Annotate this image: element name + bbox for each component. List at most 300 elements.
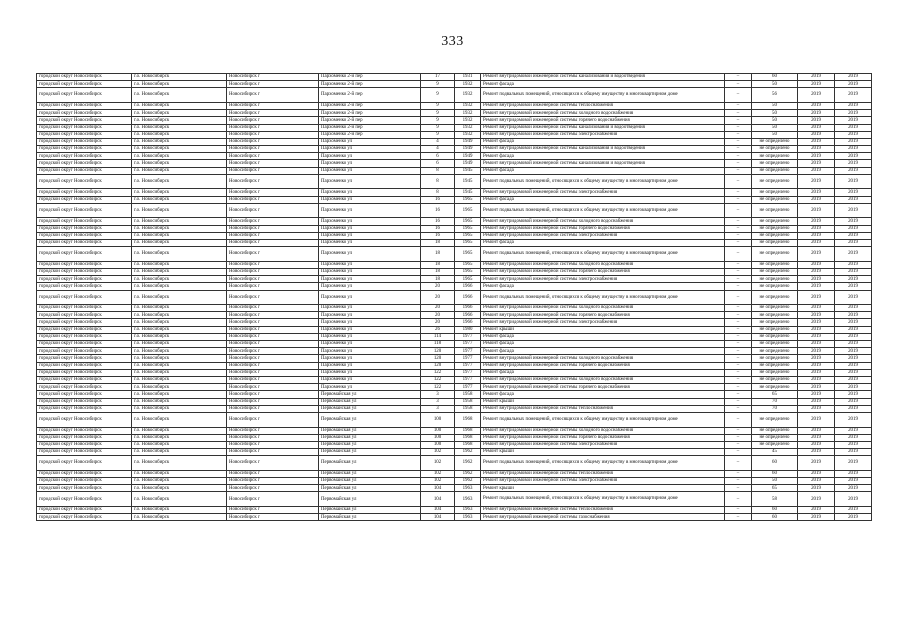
urban-district-cell: г.о. Новосибирск xyxy=(132,268,227,275)
value-cell: не определено xyxy=(752,326,798,333)
street-cell: Пархоменко ул xyxy=(319,384,421,391)
build-year-cell: 1932 xyxy=(455,117,481,124)
work-type-cell: Ремонт подвальных помещений, относящихся к общему имуществу в многоквартирном доме xyxy=(481,290,725,305)
settlement-cell: Новосибирск г xyxy=(227,384,319,391)
urban-district-cell: г.о. Новосибирск xyxy=(132,456,227,471)
build-year-cell: 1963 xyxy=(455,485,481,492)
settlement-cell: Новосибирск г xyxy=(227,239,319,246)
settlement-cell: Новосибирск г xyxy=(227,348,319,355)
work-type-cell: Ремонт внутридомовой инженерной системы горячего водоснабжения xyxy=(481,225,725,232)
table-row xyxy=(37,283,872,290)
value-cell: не определено xyxy=(752,167,798,174)
build-year-cell: 1932 xyxy=(455,110,481,117)
urban-district-cell: г.о. Новосибирск xyxy=(132,138,227,145)
work-type-cell: Ремонт внутридомовой инженерной системы электроснабжения xyxy=(481,131,725,138)
street-cell: Пархоменко ул xyxy=(319,268,421,275)
end-year-cell: 2019 xyxy=(835,283,872,290)
end-year-cell: 2019 xyxy=(835,160,872,167)
municipality-cell: городской округ Новосибирск xyxy=(37,319,132,326)
value-cell: не определено xyxy=(752,412,798,427)
house-number-cell: 102 xyxy=(421,449,455,456)
table-row xyxy=(37,88,872,103)
work-type-cell: Ремонт фасада xyxy=(481,369,725,376)
urban-district-cell: г.о. Новосибирск xyxy=(132,232,227,239)
settlement-cell: Новосибирск г xyxy=(227,514,319,521)
start-year-cell: 2019 xyxy=(798,427,835,434)
table-row xyxy=(37,138,872,145)
municipality-cell: городской округ Новосибирск xyxy=(37,131,132,138)
end-year-cell: 2019 xyxy=(835,507,872,514)
end-year-cell: 2019 xyxy=(835,492,872,507)
municipality-cell: городской округ Новосибирск xyxy=(37,203,132,218)
house-number-cell: 8 xyxy=(421,174,455,189)
work-type-cell: Ремонт подвальных помещений, относящихся к общему имуществу в многоквартирном доме xyxy=(481,492,725,507)
table-row xyxy=(37,405,872,412)
start-year-cell: 2019 xyxy=(798,391,835,398)
build-year-cell: 1932 xyxy=(455,88,481,103)
urban-district-cell: г.о. Новосибирск xyxy=(132,478,227,485)
work-type-cell: Ремонт фасада xyxy=(481,348,725,355)
settlement-cell: Новосибирск г xyxy=(227,196,319,203)
settlement-cell: Новосибирск г xyxy=(227,398,319,405)
municipality-cell: городской округ Новосибирск xyxy=(37,174,132,189)
municipality-cell: городской округ Новосибирск xyxy=(37,110,132,117)
dash-cell: – xyxy=(725,362,752,369)
end-year-cell: 2019 xyxy=(835,391,872,398)
work-type-cell: Ремонт внутридомовой инженерной системы горячего водоснабжения xyxy=(481,268,725,275)
municipality-cell: городской округ Новосибирск xyxy=(37,276,132,283)
dash-cell: – xyxy=(725,131,752,138)
end-year-cell: 2019 xyxy=(835,232,872,239)
municipality-cell: городской округ Новосибирск xyxy=(37,427,132,434)
urban-district-cell: г.о. Новосибирск xyxy=(132,341,227,348)
settlement-cell: Новосибирск г xyxy=(227,355,319,362)
build-year-cell: 1965 xyxy=(455,196,481,203)
urban-district-cell: г.о. Новосибирск xyxy=(132,146,227,153)
urban-district-cell: г.о. Новосибирск xyxy=(132,74,227,81)
dash-cell: – xyxy=(725,81,752,88)
value-cell: не определено xyxy=(752,333,798,340)
municipality-cell: городской округ Новосибирск xyxy=(37,514,132,521)
start-year-cell: 2019 xyxy=(798,478,835,485)
urban-district-cell: г.о. Новосибирск xyxy=(132,124,227,131)
municipality-cell: городской округ Новосибирск xyxy=(37,449,132,456)
municipality-cell: городской округ Новосибирск xyxy=(37,326,132,333)
house-number-cell: 3 xyxy=(421,391,455,398)
house-number-cell: 118 xyxy=(421,341,455,348)
municipality-cell: городской округ Новосибирск xyxy=(37,355,132,362)
work-type-cell: Ремонт внутридомовой инженерной системы теплоснабжения xyxy=(481,102,725,109)
house-number-cell: 18 xyxy=(421,261,455,268)
urban-district-cell: г.о. Новосибирск xyxy=(132,283,227,290)
value-cell: не определено xyxy=(752,305,798,312)
repair-schedule-table xyxy=(36,73,872,521)
start-year-cell: 2019 xyxy=(798,276,835,283)
end-year-cell: 2019 xyxy=(835,405,872,412)
work-type-cell: Ремонт внутридомовой инженерной системы теплоснабжения xyxy=(481,470,725,477)
table-row xyxy=(37,478,872,485)
settlement-cell: Новосибирск г xyxy=(227,218,319,225)
value-cell: не определено xyxy=(752,441,798,448)
table-row xyxy=(37,203,872,218)
end-year-cell: 2019 xyxy=(835,290,872,305)
build-year-cell: 1945 xyxy=(455,174,481,189)
house-number-cell: 16 xyxy=(421,225,455,232)
work-type-cell: Ремонт внутридомовой инженерной системы холодного водоснабжения xyxy=(481,355,725,362)
start-year-cell: 2019 xyxy=(798,124,835,131)
build-year-cell: 1958 xyxy=(455,405,481,412)
work-type-cell: Ремонт фасада xyxy=(481,391,725,398)
start-year-cell: 2019 xyxy=(798,239,835,246)
house-number-cell: 4 xyxy=(421,138,455,145)
dash-cell: – xyxy=(725,376,752,383)
start-year-cell: 2019 xyxy=(798,305,835,312)
dash-cell: – xyxy=(725,239,752,246)
urban-district-cell: г.о. Новосибирск xyxy=(132,449,227,456)
urban-district-cell: г.о. Новосибирск xyxy=(132,369,227,376)
work-type-cell: Ремонт фасада xyxy=(481,333,725,340)
dash-cell: – xyxy=(725,470,752,477)
street-cell: Первомайская ул xyxy=(319,405,421,412)
start-year-cell: 2019 xyxy=(798,398,835,405)
settlement-cell: Новосибирск г xyxy=(227,362,319,369)
urban-district-cell: г.о. Новосибирск xyxy=(132,434,227,441)
work-type-cell: Ремонт внутридомовой инженерной системы холодного водоснабжения xyxy=(481,305,725,312)
house-number-cell: 102 xyxy=(421,478,455,485)
value-cell: 60 xyxy=(752,456,798,471)
settlement-cell: Новосибирск г xyxy=(227,124,319,131)
work-type-cell: Ремонт подвальных помещений, относящихся к общему имуществу в многоквартирном доме xyxy=(481,174,725,189)
urban-district-cell: г.о. Новосибирск xyxy=(132,355,227,362)
build-year-cell: 1966 xyxy=(455,290,481,305)
end-year-cell: 2019 xyxy=(835,146,872,153)
municipality-cell: городской округ Новосибирск xyxy=(37,102,132,109)
end-year-cell: 2019 xyxy=(835,203,872,218)
end-year-cell: 2019 xyxy=(835,218,872,225)
urban-district-cell: г.о. Новосибирск xyxy=(132,441,227,448)
value-cell: не определено xyxy=(752,138,798,145)
end-year-cell: 2019 xyxy=(835,398,872,405)
settlement-cell: Новосибирск г xyxy=(227,160,319,167)
settlement-cell: Новосибирск г xyxy=(227,167,319,174)
street-cell: Пархоменко ул xyxy=(319,319,421,326)
end-year-cell: 2019 xyxy=(835,441,872,448)
dash-cell: – xyxy=(725,88,752,103)
urban-district-cell: г.о. Новосибирск xyxy=(132,319,227,326)
start-year-cell: 2019 xyxy=(798,203,835,218)
house-number-cell: 16 xyxy=(421,232,455,239)
start-year-cell: 2019 xyxy=(798,449,835,456)
house-number-cell: 20 xyxy=(421,319,455,326)
street-cell: Первомайская ул xyxy=(319,449,421,456)
build-year-cell: 1977 xyxy=(455,333,481,340)
start-year-cell: 2019 xyxy=(798,268,835,275)
street-cell: Первомайская ул xyxy=(319,434,421,441)
settlement-cell: Новосибирск г xyxy=(227,456,319,471)
table-row xyxy=(37,326,872,333)
house-number-cell: 114 xyxy=(421,333,455,340)
value-cell: 60 xyxy=(752,74,798,81)
street-cell: Пархоменко ул xyxy=(319,326,421,333)
start-year-cell: 2019 xyxy=(798,485,835,492)
table-row xyxy=(37,412,872,427)
value-cell: 60 xyxy=(752,507,798,514)
street-cell: Пархоменко ул xyxy=(319,189,421,196)
start-year-cell: 2019 xyxy=(798,261,835,268)
value-cell: 50 xyxy=(752,81,798,88)
street-cell: Пархоменко ул xyxy=(319,290,421,305)
start-year-cell: 2019 xyxy=(798,319,835,326)
settlement-cell: Новосибирск г xyxy=(227,174,319,189)
value-cell: не определено xyxy=(752,434,798,441)
urban-district-cell: г.о. Новосибирск xyxy=(132,276,227,283)
work-type-cell: Ремонт внутридомовой инженерной системы электроснабжения xyxy=(481,232,725,239)
house-number-cell: 100 xyxy=(421,434,455,441)
municipality-cell: городской округ Новосибирск xyxy=(37,74,132,81)
dash-cell: – xyxy=(725,74,752,81)
start-year-cell: 2019 xyxy=(798,362,835,369)
house-number-cell: 104 xyxy=(421,485,455,492)
house-number-cell: 120 xyxy=(421,355,455,362)
municipality-cell: городской округ Новосибирск xyxy=(37,456,132,471)
house-number-cell: 100 xyxy=(421,427,455,434)
work-type-cell: Ремонт подвальных помещений, относящихся к общему имуществу в многоквартирном доме xyxy=(481,88,725,103)
value-cell: 56 xyxy=(752,88,798,103)
street-cell: Пархоменко 2-й пер xyxy=(319,117,421,124)
end-year-cell: 2019 xyxy=(835,117,872,124)
start-year-cell: 2019 xyxy=(798,326,835,333)
urban-district-cell: г.о. Новосибирск xyxy=(132,412,227,427)
value-cell: не определено xyxy=(752,189,798,196)
work-type-cell: Ремонт внутридомовой инженерной системы холодного водоснабжения xyxy=(481,218,725,225)
dash-cell: – xyxy=(725,218,752,225)
end-year-cell: 2019 xyxy=(835,261,872,268)
settlement-cell: Новосибирск г xyxy=(227,376,319,383)
settlement-cell: Новосибирск г xyxy=(227,81,319,88)
end-year-cell: 2019 xyxy=(835,485,872,492)
municipality-cell: городской округ Новосибирск xyxy=(37,412,132,427)
urban-district-cell: г.о. Новосибирск xyxy=(132,189,227,196)
dash-cell: – xyxy=(725,268,752,275)
dash-cell: – xyxy=(725,333,752,340)
municipality-cell: городской округ Новосибирск xyxy=(37,218,132,225)
table-row xyxy=(37,218,872,225)
table-row xyxy=(37,305,872,312)
dash-cell: – xyxy=(725,110,752,117)
work-type-cell: Ремонт внутридомовой инженерной системы холодного водоснабжения xyxy=(481,427,725,434)
settlement-cell: Новосибирск г xyxy=(227,369,319,376)
urban-district-cell: г.о. Новосибирск xyxy=(132,485,227,492)
end-year-cell: 2019 xyxy=(835,268,872,275)
start-year-cell: 2019 xyxy=(798,507,835,514)
municipality-cell: городской округ Новосибирск xyxy=(37,362,132,369)
municipality-cell: городской округ Новосибирск xyxy=(37,124,132,131)
urban-district-cell: г.о. Новосибирск xyxy=(132,153,227,160)
end-year-cell: 2019 xyxy=(835,196,872,203)
settlement-cell: Новосибирск г xyxy=(227,485,319,492)
build-year-cell: 1949 xyxy=(455,146,481,153)
start-year-cell: 2019 xyxy=(798,110,835,117)
dash-cell: – xyxy=(725,456,752,471)
municipality-cell: городской округ Новосибирск xyxy=(37,196,132,203)
urban-district-cell: г.о. Новосибирск xyxy=(132,196,227,203)
end-year-cell: 2019 xyxy=(835,369,872,376)
street-cell: Пархоменко ул xyxy=(319,167,421,174)
table-row xyxy=(37,355,872,362)
table-row xyxy=(37,312,872,319)
work-type-cell: Ремонт внутридомовой инженерной системы канализования и водоотведения xyxy=(481,124,725,131)
street-cell: Пархоменко 2-й пер xyxy=(319,81,421,88)
work-type-cell: Ремонт внутридомовой инженерной системы электроснабжения xyxy=(481,276,725,283)
dash-cell: – xyxy=(725,283,752,290)
street-cell: Пархоменко 2-й пер xyxy=(319,102,421,109)
house-number-cell: 8 xyxy=(421,167,455,174)
table-row xyxy=(37,196,872,203)
house-number-cell: 3 xyxy=(421,405,455,412)
street-cell: Первомайская ул xyxy=(319,485,421,492)
value-cell: не определено xyxy=(752,348,798,355)
house-number-cell: 9 xyxy=(421,81,455,88)
end-year-cell: 2019 xyxy=(835,102,872,109)
settlement-cell: Новосибирск г xyxy=(227,102,319,109)
street-cell: Пархоменко ул xyxy=(319,247,421,262)
table-row xyxy=(37,110,872,117)
work-type-cell: Ремонт фасада xyxy=(481,81,725,88)
municipality-cell: городской округ Новосибирск xyxy=(37,398,132,405)
house-number-cell: 18 xyxy=(421,247,455,262)
build-year-cell: 1949 xyxy=(455,160,481,167)
build-year-cell: 1968 xyxy=(455,434,481,441)
end-year-cell: 2019 xyxy=(835,478,872,485)
street-cell: Пархоменко ул xyxy=(319,312,421,319)
end-year-cell: 2019 xyxy=(835,167,872,174)
build-year-cell: 1980 xyxy=(455,326,481,333)
house-number-cell: 100 xyxy=(421,412,455,427)
end-year-cell: 2019 xyxy=(835,174,872,189)
work-type-cell: Ремонт фасада xyxy=(481,196,725,203)
table-row xyxy=(37,189,872,196)
start-year-cell: 2019 xyxy=(798,225,835,232)
value-cell: не определено xyxy=(752,225,798,232)
work-type-cell: Ремонт внутридомовой инженерной системы горячего водоснабжения xyxy=(481,434,725,441)
start-year-cell: 2019 xyxy=(798,131,835,138)
start-year-cell: 2019 xyxy=(798,456,835,471)
dash-cell: – xyxy=(725,124,752,131)
dash-cell: – xyxy=(725,492,752,507)
house-number-cell: 122 xyxy=(421,384,455,391)
value-cell: не определено xyxy=(752,362,798,369)
street-cell: Пархоменко 2-й пер xyxy=(319,110,421,117)
work-type-cell: Ремонт внутридомовой инженерной системы канализования и водоотведения xyxy=(481,146,725,153)
dash-cell: – xyxy=(725,319,752,326)
work-type-cell: Ремонт внутридомовой инженерной системы газоснабжения xyxy=(481,514,725,521)
table-body xyxy=(37,74,872,521)
start-year-cell: 2019 xyxy=(798,102,835,109)
end-year-cell: 2019 xyxy=(835,341,872,348)
municipality-cell: городской округ Новосибирск xyxy=(37,268,132,275)
table-row xyxy=(37,167,872,174)
municipality-cell: городской округ Новосибирск xyxy=(37,405,132,412)
street-cell: Пархоменко ул xyxy=(319,283,421,290)
table-row xyxy=(37,319,872,326)
start-year-cell: 2019 xyxy=(798,81,835,88)
dash-cell: – xyxy=(725,276,752,283)
street-cell: Первомайская ул xyxy=(319,456,421,471)
table-row xyxy=(37,398,872,405)
dash-cell: – xyxy=(725,174,752,189)
build-year-cell: 1932 xyxy=(455,131,481,138)
value-cell: не определено xyxy=(752,268,798,275)
value-cell: 50 xyxy=(752,124,798,131)
dash-cell: – xyxy=(725,507,752,514)
end-year-cell: 2019 xyxy=(835,326,872,333)
value-cell: не определено xyxy=(752,355,798,362)
table-row xyxy=(37,117,872,124)
street-cell: Первомайская ул xyxy=(319,398,421,405)
work-type-cell: Ремонт внутридомовой инженерной системы холодного водоснабжения xyxy=(481,376,725,383)
urban-district-cell: г.о. Новосибирск xyxy=(132,348,227,355)
start-year-cell: 2019 xyxy=(798,283,835,290)
build-year-cell: 1958 xyxy=(455,398,481,405)
dash-cell: – xyxy=(725,434,752,441)
start-year-cell: 2019 xyxy=(798,290,835,305)
value-cell: 50 xyxy=(752,102,798,109)
urban-district-cell: г.о. Новосибирск xyxy=(132,384,227,391)
end-year-cell: 2019 xyxy=(835,456,872,471)
value-cell: 50 xyxy=(752,117,798,124)
value-cell: 70 xyxy=(752,405,798,412)
settlement-cell: Новосибирск г xyxy=(227,225,319,232)
settlement-cell: Новосибирск г xyxy=(227,189,319,196)
urban-district-cell: г.о. Новосибирск xyxy=(132,427,227,434)
dash-cell: – xyxy=(725,405,752,412)
house-number-cell: 26 xyxy=(421,326,455,333)
municipality-cell: городской округ Новосибирск xyxy=(37,434,132,441)
table-row xyxy=(37,153,872,160)
end-year-cell: 2019 xyxy=(835,247,872,262)
work-type-cell: Ремонт фасада xyxy=(481,283,725,290)
house-number-cell: 9 xyxy=(421,131,455,138)
value-cell: 65 xyxy=(752,485,798,492)
street-cell: Пархоменко ул xyxy=(319,239,421,246)
work-type-cell: Ремонт внутридомовой инженерной системы канализования и водоотведения xyxy=(481,160,725,167)
urban-district-cell: г.о. Новосибирск xyxy=(132,405,227,412)
build-year-cell: 1977 xyxy=(455,355,481,362)
start-year-cell: 2019 xyxy=(798,117,835,124)
street-cell: Первомайская ул xyxy=(319,492,421,507)
municipality-cell: городской округ Новосибирск xyxy=(37,341,132,348)
build-year-cell: 1962 xyxy=(455,470,481,477)
value-cell: 70 xyxy=(752,398,798,405)
dash-cell: – xyxy=(725,189,752,196)
table-row xyxy=(37,441,872,448)
start-year-cell: 2019 xyxy=(798,514,835,521)
end-year-cell: 2019 xyxy=(835,376,872,383)
table-row xyxy=(37,492,872,507)
house-number-cell: 102 xyxy=(421,470,455,477)
end-year-cell: 2019 xyxy=(835,189,872,196)
dash-cell: – xyxy=(725,441,752,448)
dash-cell: – xyxy=(725,138,752,145)
dash-cell: – xyxy=(725,117,752,124)
start-year-cell: 2019 xyxy=(798,333,835,340)
house-number-cell: 16 xyxy=(421,203,455,218)
urban-district-cell: г.о. Новосибирск xyxy=(132,110,227,117)
work-type-cell: Ремонт внутридомовой инженерной системы горячего водоснабжения xyxy=(481,362,725,369)
urban-district-cell: г.о. Новосибирск xyxy=(132,174,227,189)
urban-district-cell: г.о. Новосибирск xyxy=(132,81,227,88)
end-year-cell: 2019 xyxy=(835,239,872,246)
